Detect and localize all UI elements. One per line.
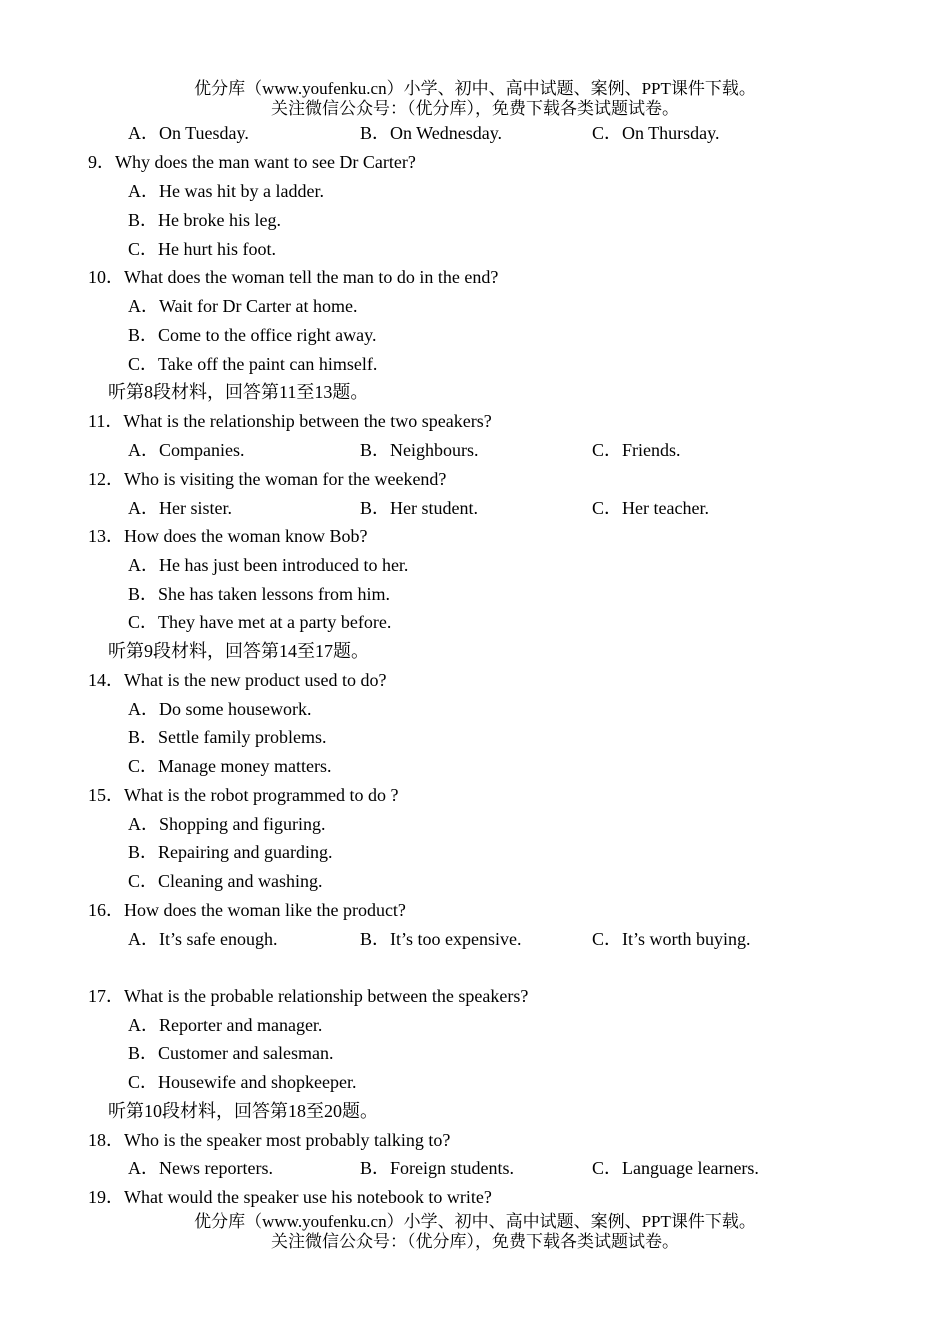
q18-stem: 18．Who is the speaker most probably talking to?: [88, 1130, 451, 1150]
q16-option-a: A．It’s safe enough.: [128, 929, 278, 949]
q9-stem: 9．Why does the man want to see Dr Carter?: [88, 152, 416, 172]
q14-stem: 14．What is the new product used to do?: [88, 670, 387, 690]
section-8-instruction: 听第8段材料，回答第11至13题。: [108, 382, 369, 402]
q9-option-a: A．He was hit by a ladder.: [128, 181, 324, 201]
q16-option-c: C．It’s worth buying.: [592, 929, 751, 949]
q19-stem: 19．What would the speaker use his notebook to write?: [88, 1187, 492, 1207]
q17-option-b: B．Customer and salesman.: [128, 1043, 334, 1063]
q10-option-a: A．Wait for Dr Carter at home.: [128, 296, 358, 316]
q14-option-c: C．Manage money matters.: [128, 756, 332, 776]
q9-option-b: B．He broke his leg.: [128, 210, 281, 230]
q15-option-a: A．Shopping and figuring.: [128, 814, 326, 834]
q16-stem: 16．How does the woman like the product?: [88, 900, 406, 920]
q15-stem: 15．What is the robot programmed to do ?: [88, 785, 399, 805]
q14-option-a: A．Do some housework.: [128, 699, 312, 719]
q11-option-a: A．Companies.: [128, 440, 245, 460]
header-line-2: 关注微信公众号：（优分库），免费下载各类试题试卷。: [271, 99, 679, 118]
q12-option-c: C．Her teacher.: [592, 498, 709, 518]
q8-option-b: B．On Wednesday.: [360, 123, 503, 143]
q12-option-a: A．Her sister.: [128, 498, 232, 518]
q15-option-b: B．Repairing and guarding.: [128, 842, 333, 862]
q14-option-b: B．Settle family problems.: [128, 727, 327, 747]
q13-option-b: B．She has taken lessons from him.: [128, 584, 390, 604]
q8-option-a: A．On Tuesday.: [128, 123, 249, 143]
q18-option-a: A．News reporters.: [128, 1158, 273, 1178]
q17-option-c: C．Housewife and shopkeeper.: [128, 1072, 357, 1092]
q8-option-c: C．On Thursday.: [592, 123, 720, 143]
q10-stem: 10．What does the woman tell the man to do in the end?: [88, 267, 499, 287]
page-header: [0, 79, 950, 119]
q15-option-c: C．Cleaning and washing.: [128, 871, 323, 891]
q17-stem: 17．What is the probable relationship between the speakers?: [88, 986, 529, 1006]
page-footer: [0, 1212, 950, 1252]
footer-line-2: 关注微信公众号：（优分库），免费下载各类试题试卷。: [271, 1232, 679, 1251]
q12-option-b: B．Her student.: [360, 498, 478, 518]
q10-option-c: C．Take off the paint can himself.: [128, 354, 378, 374]
section-9-instruction: 听第9段材料，回答第14至17题。: [108, 641, 369, 661]
q18-option-c: C．Language learners.: [592, 1158, 759, 1178]
q16-option-b: B．It’s too expensive.: [360, 929, 522, 949]
q13-option-c: C．They have met at a party before.: [128, 612, 392, 632]
q10-option-b: B．Come to the office right away.: [128, 325, 377, 345]
q18-option-b: B．Foreign students.: [360, 1158, 515, 1178]
section-10-instruction: 听第10段材料，回答第18至20题。: [108, 1101, 378, 1121]
q13-stem: 13．How does the woman know Bob?: [88, 526, 368, 546]
q11-option-b: B．Neighbours.: [360, 440, 479, 460]
header-line-1: 优分库（www.youfenku.cn）小学、初中、高中试题、案例、PPT课件下载。: [194, 79, 756, 98]
q9-option-c: C．He hurt his foot.: [128, 239, 276, 259]
q17-option-a: A．Reporter and manager.: [128, 1015, 323, 1035]
q11-stem: 11．What is the relationship between the two speakers?: [88, 411, 492, 431]
q12-stem: 12．Who is visiting the woman for the weekend?: [88, 469, 447, 489]
footer-line-1: 优分库（www.youfenku.cn）小学、初中、高中试题、案例、PPT课件下载。: [194, 1212, 756, 1231]
q11-option-c: C．Friends.: [592, 440, 681, 460]
q13-option-a: A．He has just been introduced to her.: [128, 555, 409, 575]
